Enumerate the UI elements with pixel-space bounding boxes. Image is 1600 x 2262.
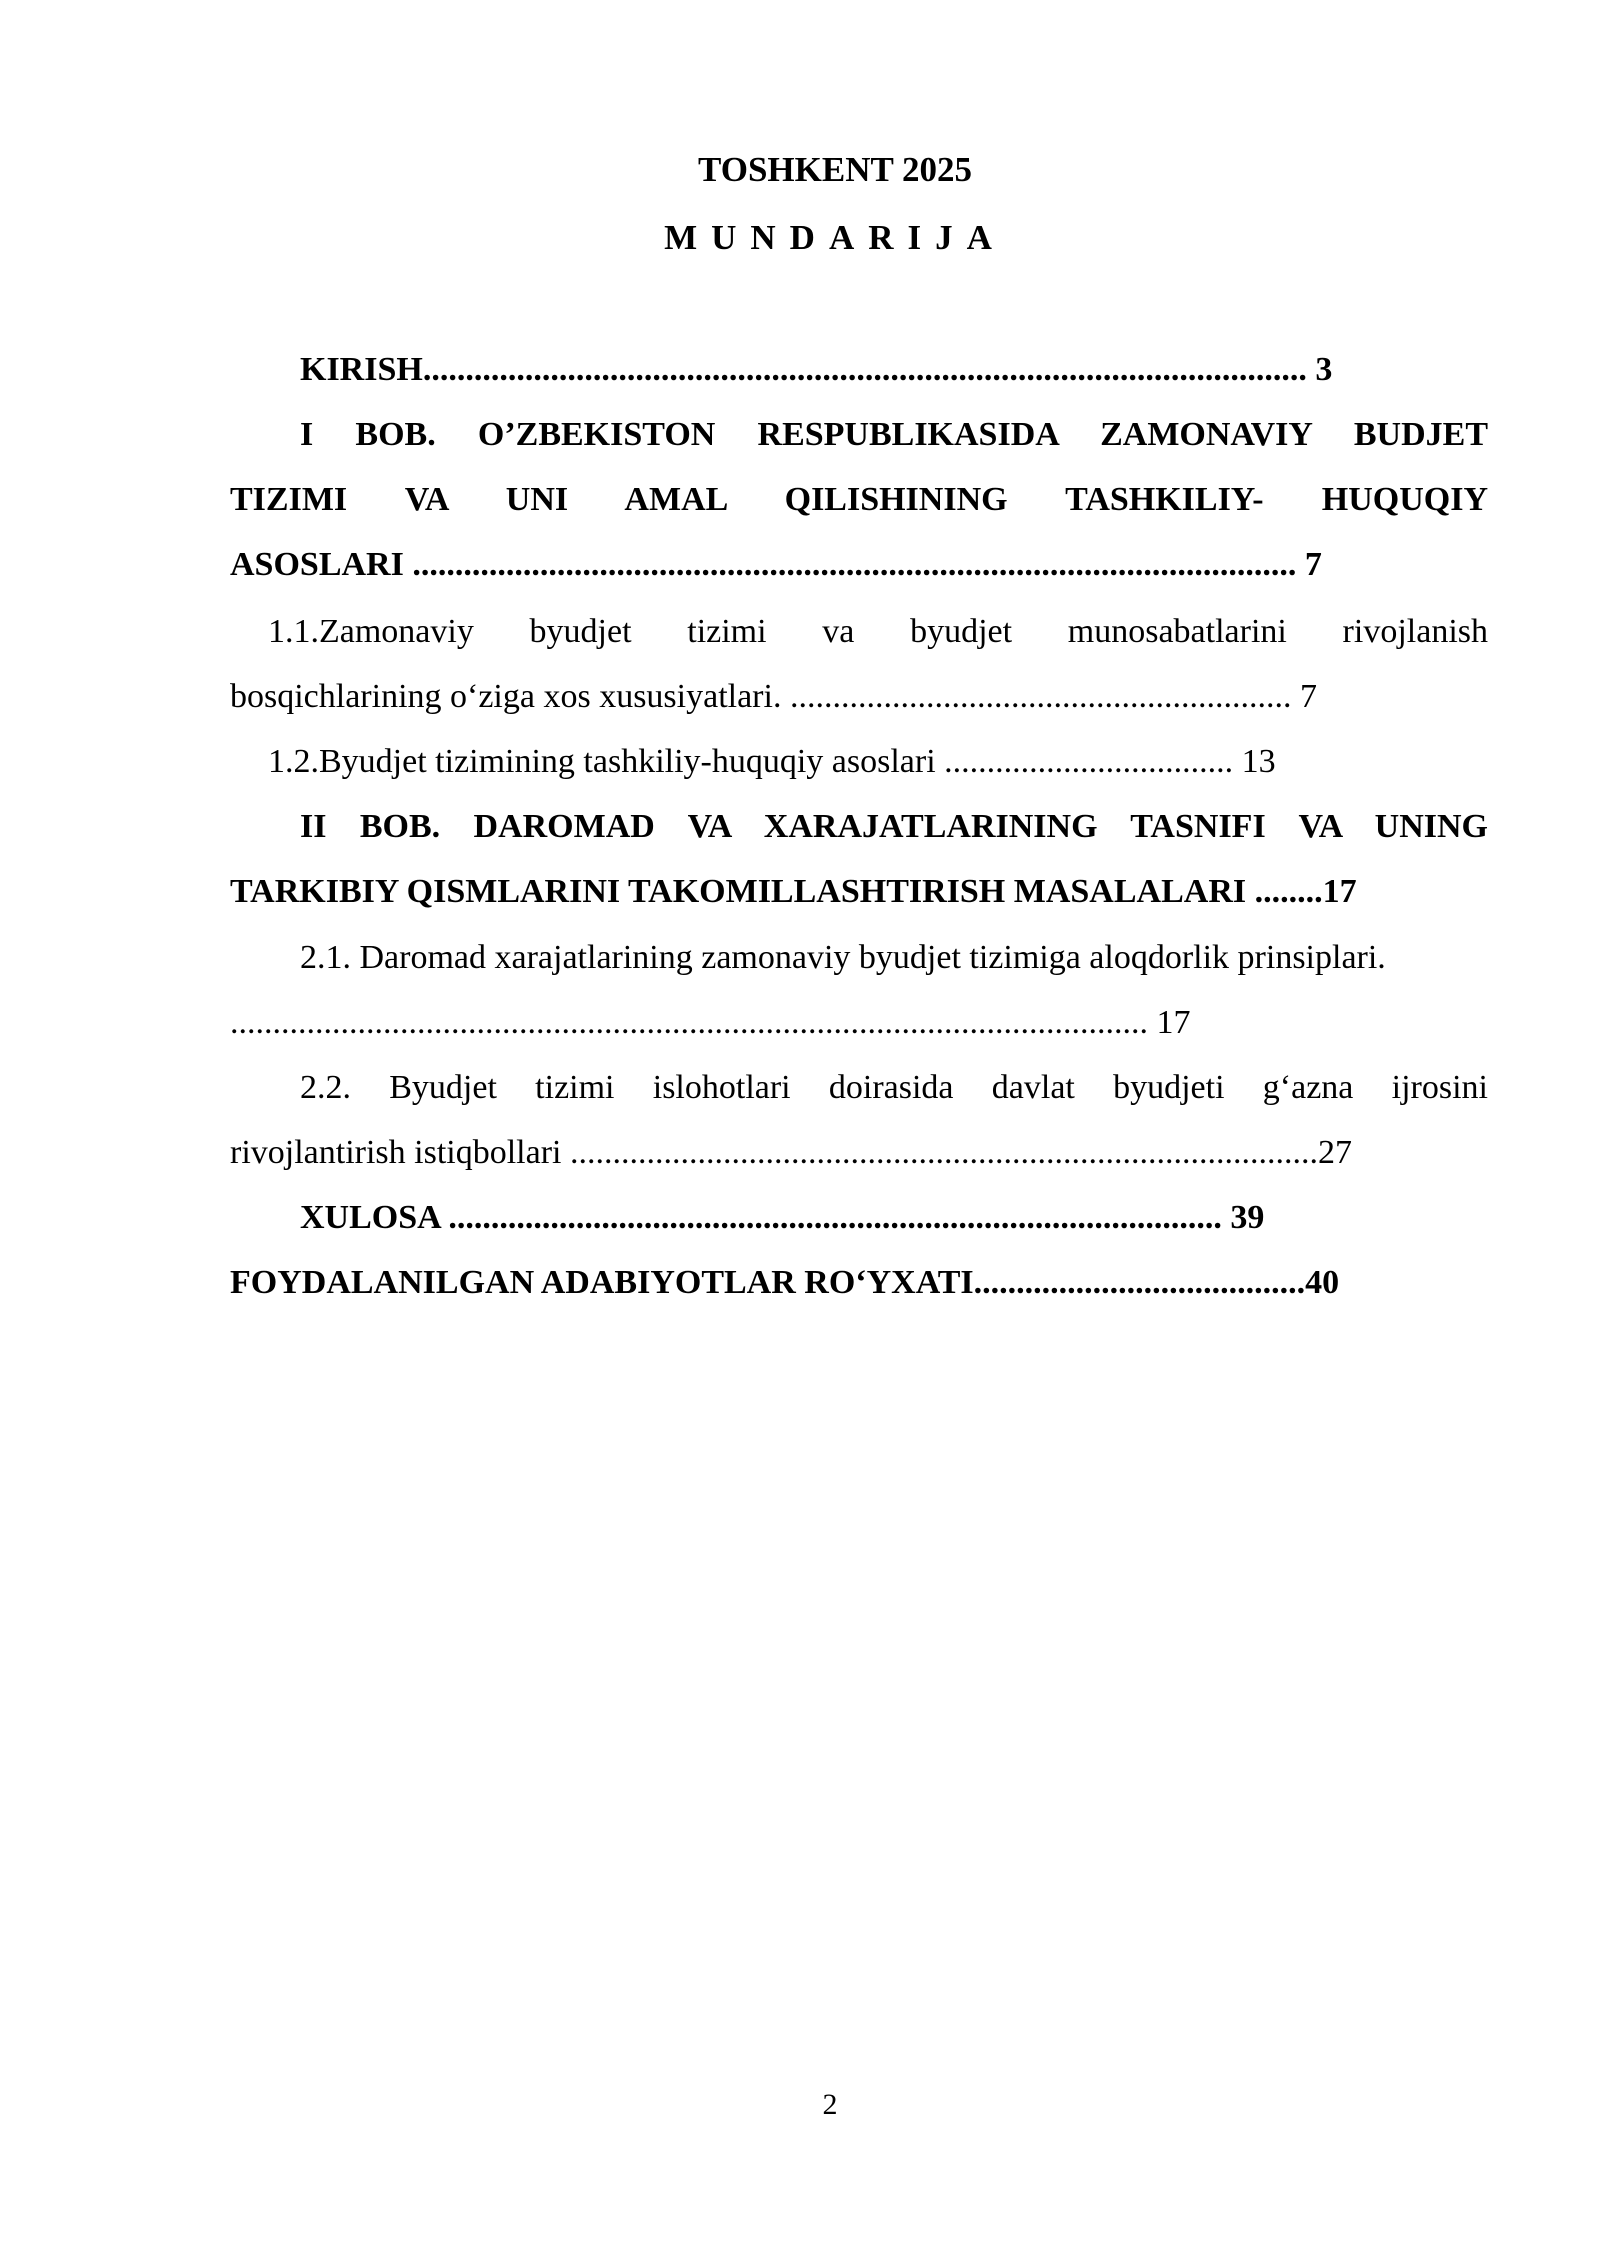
toc-entry-conclusion[interactable]: XULOSA ........................................................................................... 39 — [300, 1199, 1265, 1236]
toc-entry-chapter-1-line-1[interactable]: I BOB. O’ZBEKISTON RESPUBLIKASIDA ZAMONAVIY BUDJET — [300, 416, 1488, 453]
toc-entry-references[interactable]: FOYDALANILGAN ADABIYOTLAR RO‘YXATI.......................................40 — [230, 1264, 1340, 1301]
toc-entry-section-1-1-line-1[interactable]: 1.1.Zamonaviy byudjet tizimi va byudjet munosabatlarini rivojlanish — [268, 613, 1488, 650]
toc-entry-chapter-1-line-3[interactable]: ASOSLARI ........................................................................................................ 7 — [230, 546, 1322, 583]
toc-entry-intro[interactable]: KIRISH........................................................................................................ 3 — [300, 351, 1333, 388]
toc-entry-section-2-1-line-2[interactable]: ............................................................................................................ 17 — [230, 1004, 1191, 1041]
page-number: 2 — [822, 2088, 838, 2121]
toc-entry-section-2-1-line-1[interactable]: 2.1. Daromad xarajatlarining zamonaviy byudjet tizimiga aloqdorlik prinsiplari. — [300, 939, 1386, 976]
toc-entry-section-1-2[interactable]: 1.2.Byudjet tizimining tashkiliy-huquqiy asoslari .................................. 13 — [268, 743, 1276, 780]
toc-entry-chapter-2-line-2[interactable]: TARKIBIY QISMLARINI TAKOMILLASHTIRISH MASALALARI ........17 — [230, 873, 1357, 910]
toc-title: MUNDARIJA — [664, 218, 1006, 257]
toc-entry-section-2-2-line-1[interactable]: 2.2. Byudjet tizimi islohotlari doirasida davlat byudjeti g‘azna ijrosini — [300, 1069, 1488, 1106]
toc-entry-chapter-1-line-2[interactable]: TIZIMI VA UNI AMAL QILISHINING TASHKILIY- HUQUQIY — [230, 481, 1488, 518]
city-year-heading: TOSHKENT 2025 — [698, 150, 972, 189]
toc-entry-chapter-2-line-1[interactable]: II BOB. DAROMAD VA XARAJATLARINING TASNIFI VA UNING — [300, 808, 1488, 845]
toc-entry-section-2-2-line-2[interactable]: rivojlantirish istiqbollari ........................................................................................27 — [230, 1134, 1352, 1171]
toc-entry-section-1-1-line-2[interactable]: bosqichlarining o‘ziga xos xususiyatlari. ........................................................... 7 — [230, 678, 1317, 715]
